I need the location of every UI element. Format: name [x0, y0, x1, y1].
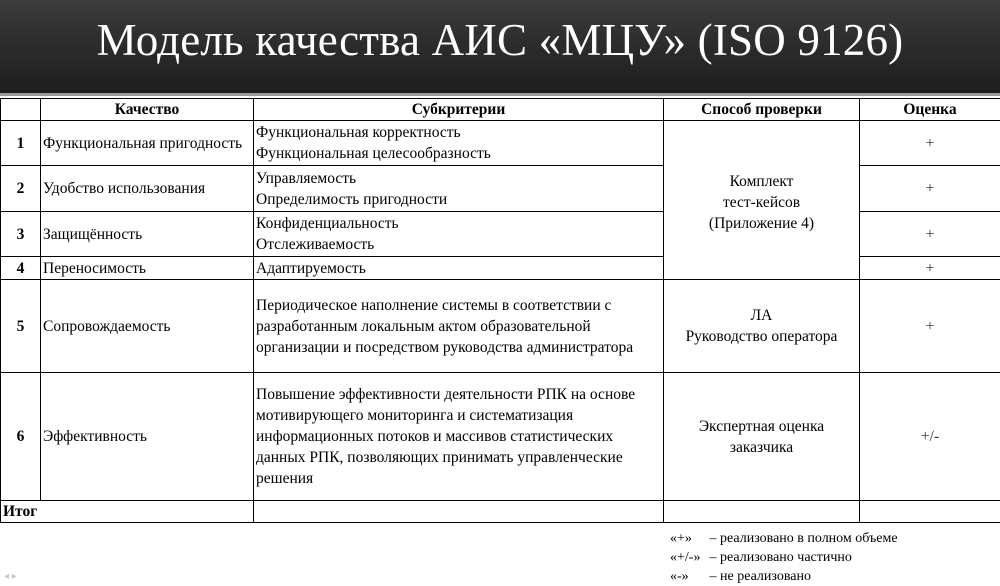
total-row [1, 501, 1000, 523]
legend [670, 529, 898, 586]
subcriteria-cell [254, 257, 664, 280]
row-number: 1 [1, 121, 41, 166]
legend-item [670, 529, 898, 548]
table-row [1, 280, 1000, 373]
total-empty-cell [664, 501, 860, 523]
subcriterion: Функциональная целесообразность [256, 143, 661, 164]
quality-cell: Сопровождаемость [41, 280, 254, 373]
grade-cell: + [860, 257, 1000, 280]
header-grade: Оценка [860, 99, 1000, 121]
row-number: 3 [1, 212, 41, 257]
legend-item [670, 567, 898, 586]
grade-cell: +/- [860, 373, 1000, 501]
subcriterion: Управляемость [256, 168, 661, 189]
header-subcriteria: Субкритерии [254, 99, 664, 121]
header-num [1, 99, 41, 121]
grade-cell: + [860, 280, 1000, 373]
subcriteria-cell: Периодическое наполнение системы в соответствии с разработанным локальным актом образовательной организации и посредством руководства администратора [254, 280, 664, 373]
subcriterion: Адаптируемость [256, 258, 661, 279]
method-line: заказчика [666, 437, 857, 458]
header-method: Способ проверки [664, 99, 860, 121]
legend-symbol: «+/-» [670, 548, 706, 567]
subcriterion: Отслеживаемость [256, 234, 661, 255]
header-row [1, 99, 1000, 121]
table-row [1, 373, 1000, 501]
subcriteria-cell [254, 212, 664, 257]
quality-cell: Защищённость [41, 212, 254, 257]
quality-cell: Удобство использования [41, 166, 254, 212]
legend-symbol: «-» [670, 567, 706, 586]
subcriterion: Функциональная корректность [256, 122, 661, 143]
method-cell [664, 373, 860, 501]
subcriterion: Конфиденциальность [256, 213, 661, 234]
method-line: тест-кейсов [666, 192, 857, 213]
quality-cell: Эффективность [41, 373, 254, 501]
subcriterion: Определимость пригодности [256, 189, 661, 210]
grade-cell: + [860, 166, 1000, 212]
method-cell [664, 280, 860, 373]
method-line: ЛА [666, 305, 857, 326]
subcriteria-cell [254, 166, 664, 212]
total-empty-cell [254, 501, 664, 523]
quality-table [0, 98, 1000, 523]
page-title: Модель качества АИС «МЦУ» (ISO 9126) [0, 14, 1000, 66]
method-line: Руководство оператора [666, 326, 857, 347]
legend-text: – не реализовано [710, 569, 812, 584]
subcriteria-cell: Повышение эффективности деятельности РПК на основе мотивирующего мониторинга и систематизация информационных потоков и массивов статистических данных РПК, позволяющих принимать управленческие решения [254, 373, 664, 501]
legend-item [670, 548, 898, 567]
row-number: 5 [1, 280, 41, 373]
legend-text: – реализовано в полном объеме [710, 531, 898, 546]
header-quality: Качество [41, 99, 254, 121]
subcriteria-cell [254, 121, 664, 166]
method-cell [664, 121, 860, 280]
method-line: Экспертная оценка [666, 416, 857, 437]
legend-text: – реализовано частично [710, 550, 852, 565]
grade-cell: + [860, 212, 1000, 257]
quality-cell: Функциональная пригодность [41, 121, 254, 166]
legend-symbol: «+» [670, 529, 706, 548]
slide-nav-arrows-icon[interactable]: ◂ ▸ [4, 571, 17, 582]
method-line: Комплект [666, 171, 857, 192]
total-grade-cell [860, 501, 1000, 523]
quality-cell: Переносимость [41, 257, 254, 280]
grade-cell: + [860, 121, 1000, 166]
method-line: (Приложение 4) [666, 213, 857, 234]
row-number: 2 [1, 166, 41, 212]
total-label: Итог [1, 501, 254, 523]
table-row [1, 121, 1000, 166]
row-number: 6 [1, 373, 41, 501]
row-number: 4 [1, 257, 41, 280]
title-banner [0, 0, 1000, 96]
